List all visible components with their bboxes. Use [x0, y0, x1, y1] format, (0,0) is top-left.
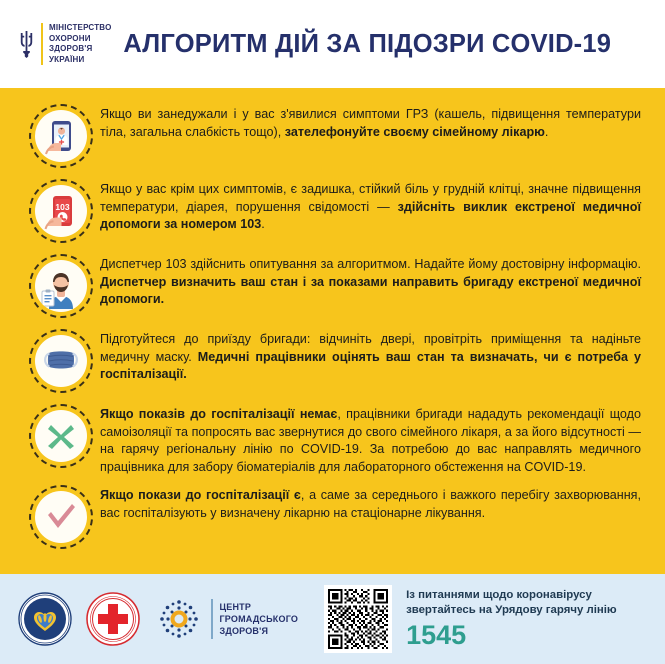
step-text: Якщо показів до госпіталізації немає, працівники бригади нададуть рекомендації щодо самоізоляції та попросять вас звернутися до свого сімейного лікаря, а за його відсутності — на гарячу регіональну лінію по COVID-19. За потребою до вас направлять медичного працівника для забору біоматеріалів для лабораторного обстеження на COVID-19. — [100, 407, 641, 474]
page-title: АЛГОРИТМ ДІЙ ЗА ПІДОЗРИ COVID-19 — [123, 29, 612, 58]
ukraine-health-heart-emblem — [18, 592, 72, 646]
phone-doctor-call-icon — [39, 114, 83, 158]
cph-line-3: ЗДОРОВ'Я — [219, 626, 269, 636]
icon-disc — [35, 185, 87, 237]
svg-text:103: 103 — [55, 202, 70, 212]
cph-line-2: ГРОМАДСЬКОГО — [219, 614, 299, 624]
step-icon-wrapper — [24, 483, 98, 551]
icon-disc — [35, 335, 87, 387]
icon-disc — [35, 491, 87, 543]
cph-line-1: ЦЕНТР — [219, 602, 252, 612]
red-cross-society-ukraine-emblem — [86, 592, 140, 646]
step-item — [24, 177, 641, 245]
green-cross-no-icon — [41, 416, 81, 456]
hotline-number: 1545 — [406, 620, 467, 650]
step-icon-wrapper — [24, 252, 98, 320]
step-text: Якщо ви занедужали і у вас з'явилися симптоми ГРЗ (кашель, підвищення температури тіла, загальна слабкість тощо), зателефонуйте своєму сімейному лікарю. — [100, 107, 641, 139]
ministry-line-4: УКРАЇНИ — [49, 54, 85, 64]
pink-check-yes-icon — [41, 497, 81, 537]
steps-container — [0, 88, 665, 574]
dispatcher-operator-icon — [38, 263, 84, 309]
phone-emergency-103-icon — [39, 189, 83, 233]
poster-footer — [0, 574, 665, 664]
step-item — [24, 402, 641, 476]
ministry-of-health-logo — [18, 23, 112, 65]
step-icon-wrapper — [24, 327, 98, 395]
step-text: Якщо покази до госпіталізації є, а саме за середнього і важкого перебігу захворювання, вас госпіталізують у визначену лікарню на стаціонарне лікування. — [100, 488, 641, 520]
step-text: Підготуйтеся до приїзду бригади: відчиніть двері, провітріть приміщення та надіньте медичну маску. Медичні працівники оцінять ваш стан та визначать, чи є потреба у госпіталізації. — [100, 332, 641, 382]
step-icon-wrapper — [24, 402, 98, 470]
hotline-line-1: Із питаннями щодо коронавірусу — [406, 589, 592, 601]
step-item — [24, 252, 641, 320]
public-health-center-name — [220, 601, 299, 637]
step-text: Диспетчер 103 здійснить опитування за алгоритмом. Надайте йому достовірну інформацію. Диспетчер визначить ваш стан і за показами направить бригаду екстреної медичної допомоги. — [100, 257, 641, 307]
hotline-line-2: звертайтесь на Урядову гарячу лінію — [406, 604, 617, 616]
logo-divider — [41, 23, 43, 65]
poster-header — [0, 0, 665, 88]
ministry-line-3: ЗДОРОВ'Я — [49, 44, 93, 53]
ukraine-trident-icon — [18, 29, 35, 59]
medical-mask-icon — [40, 340, 82, 382]
step-item — [24, 327, 641, 395]
qr-code[interactable] — [324, 585, 392, 653]
ministry-name — [49, 23, 112, 65]
step-item — [24, 483, 641, 551]
ministry-line-2: ОХОРОНИ — [49, 33, 91, 43]
hotline-block — [406, 588, 647, 650]
ministry-line-1: МІНІСТЕРСТВО — [49, 23, 112, 32]
icon-disc — [35, 260, 87, 312]
step-icon-wrapper — [24, 177, 98, 245]
icon-disc — [35, 410, 87, 462]
dotted-circle-logo-icon — [154, 594, 204, 644]
step-icon-wrapper — [24, 102, 98, 170]
step-item — [24, 102, 641, 170]
public-health-center-logo — [154, 594, 298, 644]
qr-code-icon — [328, 589, 388, 649]
logo-divider — [211, 599, 213, 639]
step-text: Якщо у вас крім цих симптомів, є задишка, стійкий біль у грудній клітці, значне підвищення температури, діарея, порушення свідомості — здійсніть виклик екстреної медичної допомоги за номером 103. — [100, 182, 642, 232]
icon-disc — [35, 110, 87, 162]
